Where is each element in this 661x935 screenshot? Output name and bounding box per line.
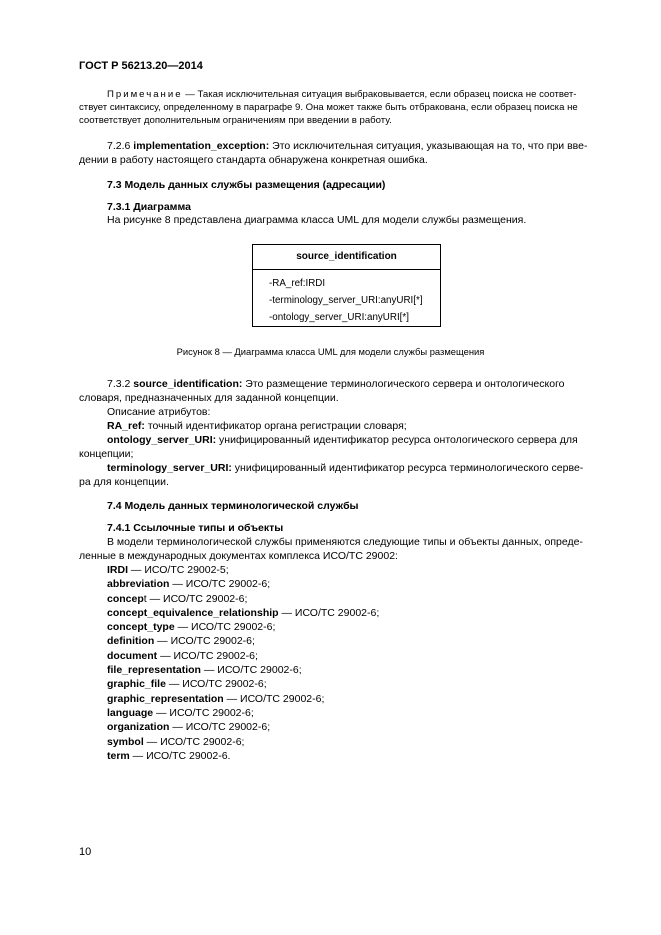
list-item: abbreviation — ИСО/ТС 29002-6; [107, 578, 271, 591]
list-item: term — ИСО/ТС 29002-6. [107, 749, 231, 762]
list-item: symbol — ИСО/ТС 29002-6; [107, 735, 245, 748]
subsection-heading-7-4-1: 7.4.1 Ссылочные типы и объекты [107, 522, 284, 534]
paragraph-7-2-6-line-1: 7.2.6 implementation_exception: Это исключительная ситуация, указывающая на то, что при вве- [107, 140, 588, 152]
paragraph-7-3-2-line-1: 7.3.2 source_identification: Это размещение терминологического сервера и онтологического [107, 378, 565, 390]
attribute-terminology-server-uri-cont: ра для концепции. [79, 476, 169, 488]
paragraph-7-2-6-line-2: дении в работу настоящего стандарта обнаружена конкретная ошибка. [79, 154, 428, 166]
list-item: IRDI — ИСО/ТС 29002-5; [107, 564, 229, 576]
term-implementation-exception: implementation_exception: [133, 140, 270, 152]
subsection-heading-7-3-1: 7.3.1 Диаграмма [107, 201, 191, 213]
list-item: concept_type — ИСО/ТС 29002-6; [107, 621, 276, 634]
attribute-ra-ref: RA_ref: точный идентификатор органа регистрации словаря; [107, 420, 407, 432]
uml-attribute: -ontology_server_URI:anyURI[*] [269, 312, 409, 323]
uml-attribute: -RA_ref:IRDI [269, 278, 326, 289]
paragraph-7-4-1-line-1: В модели терминологической службы применяются следующие типы и объекты данных, опреде- [107, 536, 583, 548]
paragraph-7-4-1-line-2: ленные в международных документах комплекса ИСО/ТС 29002: [79, 550, 398, 562]
section-heading-7-3: 7.3 Модель данных службы размещения (адресации) [107, 179, 386, 191]
list-item: language — ИСО/ТС 29002-6; [107, 706, 254, 719]
uml-class-diagram [252, 244, 441, 327]
list-item: file_representation — ИСО/ТС 29002-6; [107, 664, 302, 677]
attribute-ontology-server-uri-cont: концепции; [79, 448, 134, 460]
note-line-2: ствует синтаксису, определенному в параграфе 9. Она может также быть отбракована, если образец поиска не [79, 102, 578, 113]
list-item: concept_equivalence_relationship — ИСО/ТС 29002-6; [107, 606, 380, 619]
note-line-1: Примечание — Такая исключительная ситуация выбраковывается, если образец поиска не соответ- [107, 89, 577, 100]
figure-caption: Рисунок 8 — Диаграмма класса UML для модели службы размещения [176, 346, 485, 357]
list-item: document — ИСО/ТС 29002-6; [107, 649, 258, 662]
attribute-terminology-server-uri: terminology_server_URI: унифицированный идентификатор ресурса терминологического серве- [107, 462, 584, 474]
paragraph-7-3-1: На рисунке 8 представлена диаграмма класса UML для модели службы размещения. [107, 214, 527, 226]
attribute-ontology-server-uri: ontology_server_URI: унифицированный идентификатор ресурса онтологического сервера для [107, 434, 578, 446]
attributes-heading: Описание атрибутов: [107, 406, 211, 418]
list-item: definition — ИСО/ТС 29002-6; [107, 635, 255, 648]
section-heading-7-4: 7.4 Модель данных терминологической службы [107, 500, 359, 512]
list-item: concept — ИСО/ТС 29002-6; [107, 592, 248, 605]
reference-types-list [107, 563, 614, 763]
list-item: graphic_representation — ИСО/ТС 29002-6; [107, 692, 325, 705]
paragraph-7-3-2-line-2: словаря, предназначенных для заданной концепции. [79, 392, 339, 404]
term-source-identification: source_identification: [133, 378, 243, 390]
list-item: organization — ИСО/ТС 29002-6; [107, 721, 271, 734]
list-item: graphic_file — ИСО/ТС 29002-6; [107, 678, 267, 691]
uml-class-name: source_identification [253, 245, 440, 270]
uml-attribute: -terminology_server_URI:anyURI[*] [269, 295, 423, 306]
standard-code: ГОСТ Р 56213.20—2014 [79, 60, 203, 72]
note-label: Примечание [107, 89, 183, 100]
note-line-3: соответствует дополнительным ограничениям при введении в работу. [79, 115, 392, 126]
page-number: 10 [79, 846, 92, 858]
